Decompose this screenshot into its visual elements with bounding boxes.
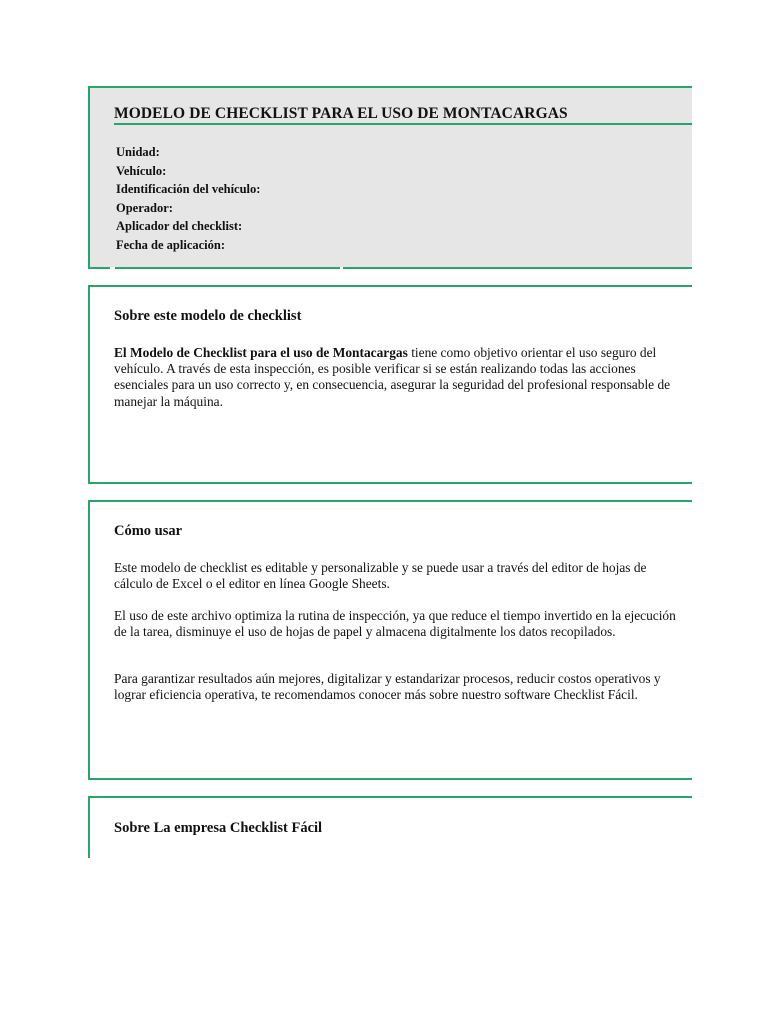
how-to-use-paragraph-1: Este modelo de checklist es editable y personalizable y se puede usar a través del editor de hojas de cálculo de Excel o el editor en línea Google Sheets. <box>114 560 647 592</box>
company-section-title: Sobre La empresa Checklist Fácil <box>114 820 323 836</box>
field-identificacion-vehiculo: Identificación del vehículo: <box>116 182 261 197</box>
title-underline <box>114 123 692 125</box>
how-to-use-title: Cómo usar <box>114 523 183 539</box>
border-gap <box>110 267 115 269</box>
field-vehiculo: Vehículo: <box>116 163 167 178</box>
field-aplicador-checklist: Aplicador del checklist: <box>116 219 243 234</box>
header-field-list <box>116 143 260 255</box>
company-panel <box>88 796 692 858</box>
about-section-title: Sobre este modelo de checklist <box>114 308 302 324</box>
about-checklist-panel <box>88 285 692 484</box>
field-fecha-aplicacion: Fecha de aplicación: <box>116 237 226 252</box>
border-gap <box>340 267 343 269</box>
field-unidad: Unidad: <box>116 145 160 159</box>
about-paragraph <box>114 345 688 410</box>
how-to-use-paragraph-2: El uso de este archivo optimiza la rutina de inspección, ya que reduce el tiempo invertido en la ejecución de la tarea, disminuye el uso de hojas de papel y almacena digitalmente los datos recopilados. <box>114 608 676 640</box>
field-operador: Operador: <box>116 200 173 215</box>
checklist-header-panel <box>88 86 692 269</box>
document-title: MODELO DE CHECKLIST PARA EL USO DE MONTACARGAS <box>114 105 568 122</box>
how-to-use-paragraph-3: Para garantizar resultados aún mejores, digitalizar y estandarizar procesos, reducir costos operativos y lograr eficiencia operativa, te recomendamos conocer más sobre nuestro software Checklist Fácil. <box>114 671 661 703</box>
about-paragraph-text: tiene como objetivo orientar el uso seguro del vehículo. A través de esta inspección, es posible verificar si se están realizando todas las acciones esenciales para un uso correcto y, en consecuencia, asegurar la seguridad del profesional responsable de manejar la máquina. <box>114 345 671 409</box>
about-paragraph-bold: El Modelo de Checklist para el uso de Montacargas <box>114 345 408 360</box>
how-to-use-panel <box>88 500 692 780</box>
